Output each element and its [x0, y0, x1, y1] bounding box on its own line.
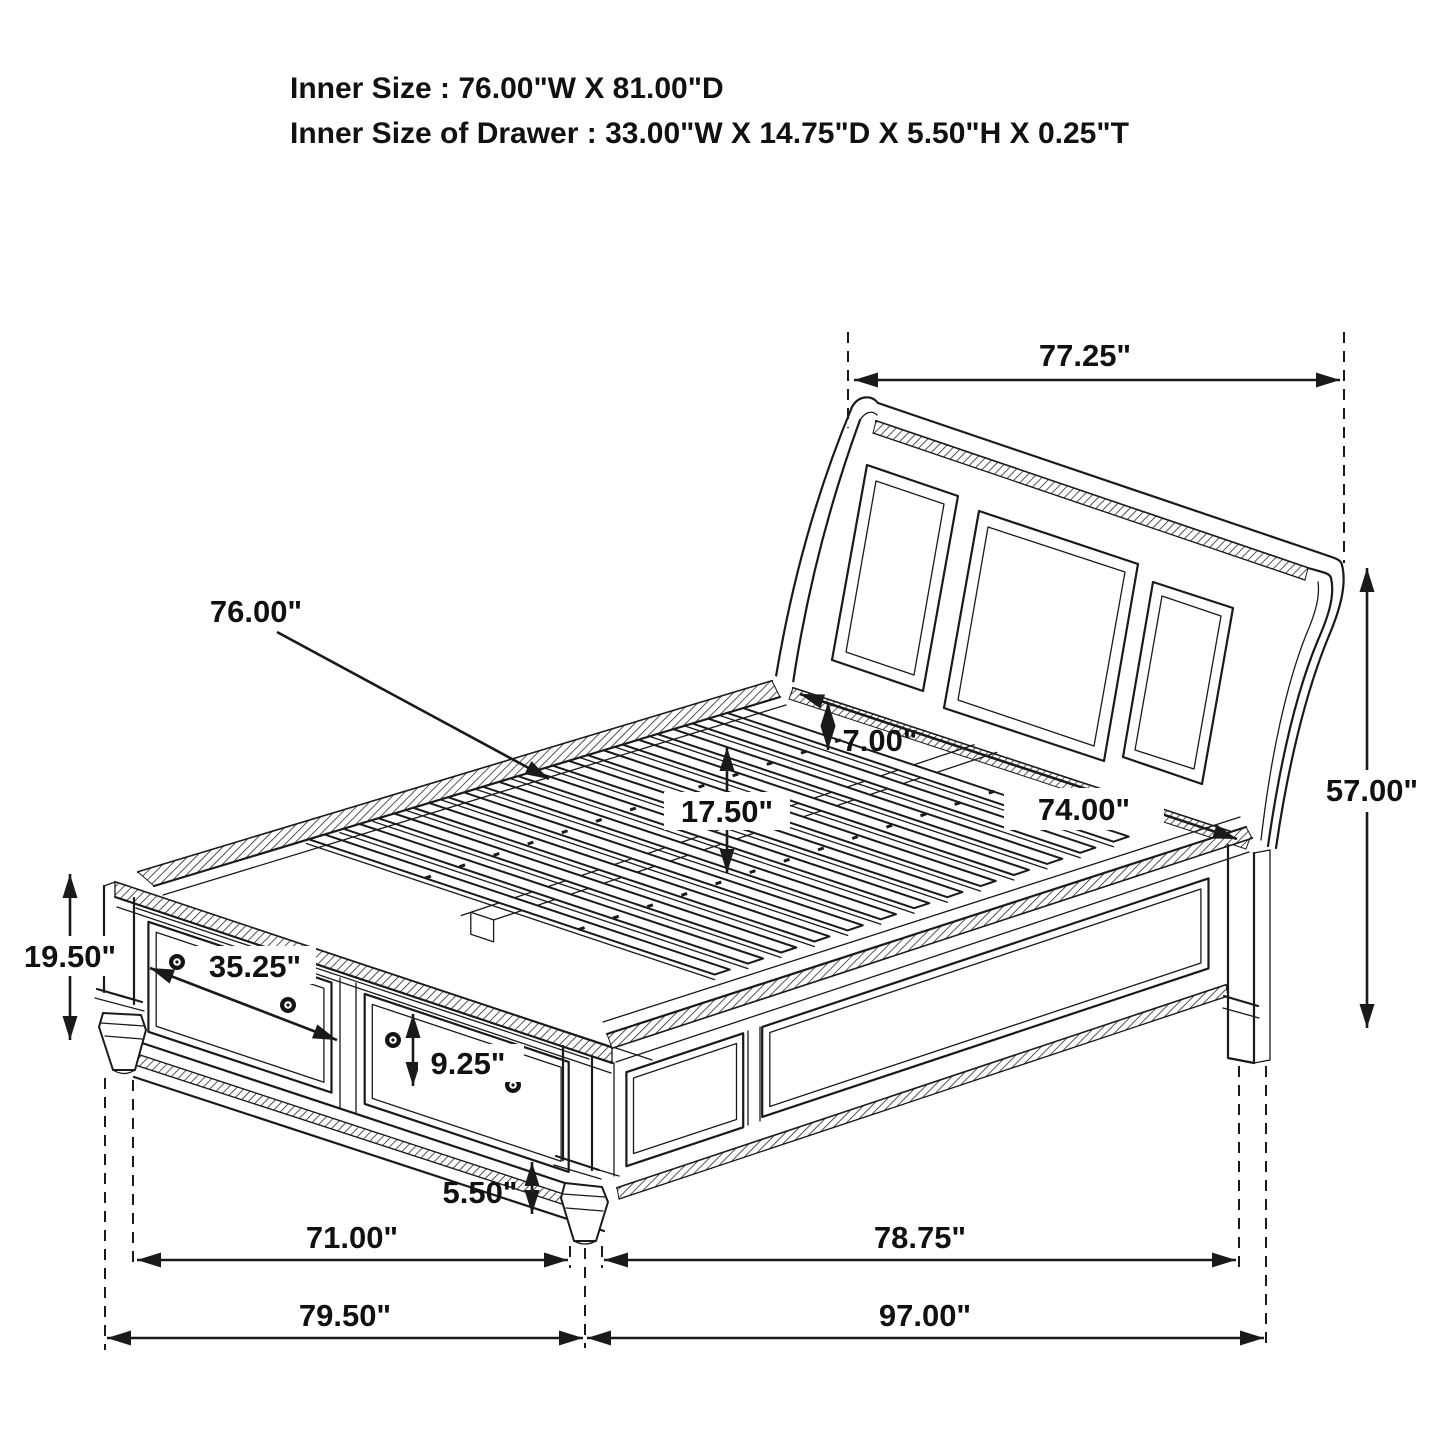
side-rail-base-bottom	[619, 996, 1228, 1199]
drawer-inner-size-note: Inner Size of Drawer : 33.00"W X 14.75"D X 5.50"H X 0.25"T	[290, 117, 1129, 150]
headboard-left-curve-outer	[770, 407, 852, 716]
footboard-left-post	[95, 882, 146, 1074]
dim-label-headboard-inner-width: 74.00"	[1037, 792, 1131, 827]
headboard-left-panel	[832, 465, 958, 691]
slat-platform	[112, 670, 1256, 1073]
dim-label-slat-span: 76.00"	[209, 594, 303, 629]
footboard-base-bottom	[134, 1077, 604, 1231]
dim-label-headboard-height: 57.00"	[1325, 773, 1419, 808]
dim-overall-depth	[587, 1298, 1264, 1338]
dim-label-drawer-front-height: 9.25"	[430, 1046, 506, 1081]
header-notes	[290, 72, 1129, 150]
dim-label-panel-clearance: 7.00"	[842, 723, 918, 758]
dim-side-rail-span	[604, 1220, 1236, 1260]
footboard-right-post	[554, 1046, 619, 1244]
dim-label-overall-width: 79.50"	[298, 1298, 392, 1333]
headboard-top-rail-bevel	[873, 421, 1308, 580]
dim-label-drawer-front-width: 35.25"	[208, 949, 302, 984]
headboard-center-panel	[944, 511, 1138, 761]
storage-box-side-panel-inner	[634, 1044, 737, 1154]
headboard-top-cap-inner	[860, 412, 877, 420]
headboard-right-leg	[1223, 845, 1270, 1063]
dim-slat-span	[210, 594, 549, 779]
headboard-top-rail-line	[873, 433, 1305, 580]
dim-label-headboard-width: 77.25"	[1038, 338, 1132, 373]
dim-label-side-rail-span: 78.75"	[873, 1220, 967, 1255]
footboard-center-foot	[561, 1183, 608, 1241]
headboard-top-cap	[852, 397, 878, 407]
dim-label-platform-height: 17.50"	[680, 794, 774, 829]
dim-headboard-width	[854, 338, 1340, 380]
inner-size-note: Inner Size : 76.00"W X 81.00"D	[290, 72, 724, 105]
headboard-left-panel-inner	[846, 481, 944, 675]
dim-label-overall-depth: 97.00"	[878, 1298, 972, 1333]
dim-label-footboard-height: 19.50"	[23, 939, 117, 974]
drawer-divider-stile	[340, 978, 356, 1113]
rail-joint	[748, 1027, 760, 1125]
dim-headboard-height	[1314, 568, 1430, 1028]
dim-label-footboard-span: 71.00"	[305, 1220, 399, 1255]
dim-footboard-span	[137, 1220, 568, 1260]
headboard-top-edge	[878, 403, 1342, 565]
headboard-right-panel	[1123, 582, 1233, 784]
headboard-scroll-inner	[1261, 582, 1319, 840]
headboard-center-panel-inner	[958, 527, 1125, 746]
dim-label-foot-height: 5.50"	[442, 1175, 518, 1210]
dim-overall-width	[107, 1298, 583, 1338]
